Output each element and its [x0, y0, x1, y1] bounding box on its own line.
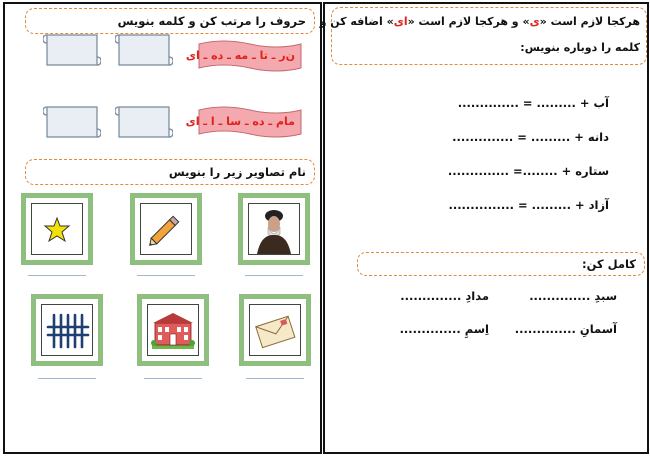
answer-line-3[interactable] — [245, 275, 303, 276]
equation-1[interactable]: آب + ......... = .............. — [457, 96, 609, 110]
scramble-text-1: ن‌ر ـ تا ـ مه ـ ده ـ ای — [185, 49, 295, 62]
portrait-icon — [249, 204, 299, 254]
tally-icon — [42, 305, 92, 355]
instruction-text-c: » اضافه کن و — [319, 15, 394, 28]
building-icon — [148, 305, 198, 355]
header-name-pictures: نام تصاویر زیر را بنویس — [168, 165, 306, 179]
left-worksheet-panel — [3, 2, 322, 454]
complete-box — [357, 252, 645, 276]
picture-frame-envelope — [239, 294, 311, 366]
picture-frame-pencil — [130, 193, 202, 265]
instruction-box — [319, 7, 647, 65]
instruction-text-b: » و هرکجا لازم است « — [407, 15, 530, 28]
header-box-arrange-letters — [25, 8, 315, 34]
answer-scroll-3[interactable] — [43, 104, 101, 140]
instruction-text-a: هرکجا لازم است « — [539, 15, 640, 28]
right-worksheet-panel — [319, 2, 649, 454]
complete-label: کامل کن: — [581, 257, 636, 271]
complete-item-pencil[interactable]: مدادِ .............. — [400, 289, 489, 303]
answer-line-6[interactable] — [246, 378, 304, 379]
instruction-ye: ی — [529, 15, 540, 28]
instruction-ay: ای — [393, 15, 408, 28]
instruction-line-1 — [320, 15, 640, 28]
complete-item-basket[interactable]: سبدِ .............. — [529, 289, 617, 303]
answer-line-4[interactable] — [38, 378, 96, 379]
answer-line-2[interactable] — [137, 275, 195, 276]
answer-line-1[interactable] — [28, 275, 86, 276]
scramble-ribbon-1 — [185, 40, 303, 74]
instruction-line-2: کلمه را دوباره بنویس: — [520, 41, 640, 54]
answer-scroll-4[interactable] — [115, 104, 173, 140]
picture-frame-tally — [31, 294, 103, 366]
pencil-icon — [141, 204, 191, 254]
star-icon — [32, 204, 82, 254]
equation-2[interactable]: دانه + ......... = .............. — [452, 130, 609, 144]
complete-item-sky[interactable]: آسمانِ .............. — [514, 322, 617, 336]
answer-scroll-1[interactable] — [43, 32, 101, 68]
scramble-text-2: مام ـ ده ـ سا ـ ا ـ ای — [185, 115, 295, 128]
answer-line-5[interactable] — [144, 378, 202, 379]
picture-frame-portrait — [238, 193, 310, 265]
envelope-icon — [250, 305, 300, 355]
answer-scroll-2[interactable] — [115, 32, 173, 68]
scramble-ribbon-2 — [185, 106, 303, 140]
header-box-name-pictures — [25, 159, 315, 185]
picture-frame-building — [137, 294, 209, 366]
picture-frame-star — [21, 193, 93, 265]
header-arrange-letters: حروف را مرتب کن و کلمه بنویس — [117, 14, 306, 28]
equation-4[interactable]: آزاد + ......... = ............... — [448, 198, 609, 212]
equation-3[interactable]: ستاره + ........= .............. — [447, 164, 609, 178]
complete-item-name[interactable]: اِسمِ .............. — [399, 322, 489, 336]
